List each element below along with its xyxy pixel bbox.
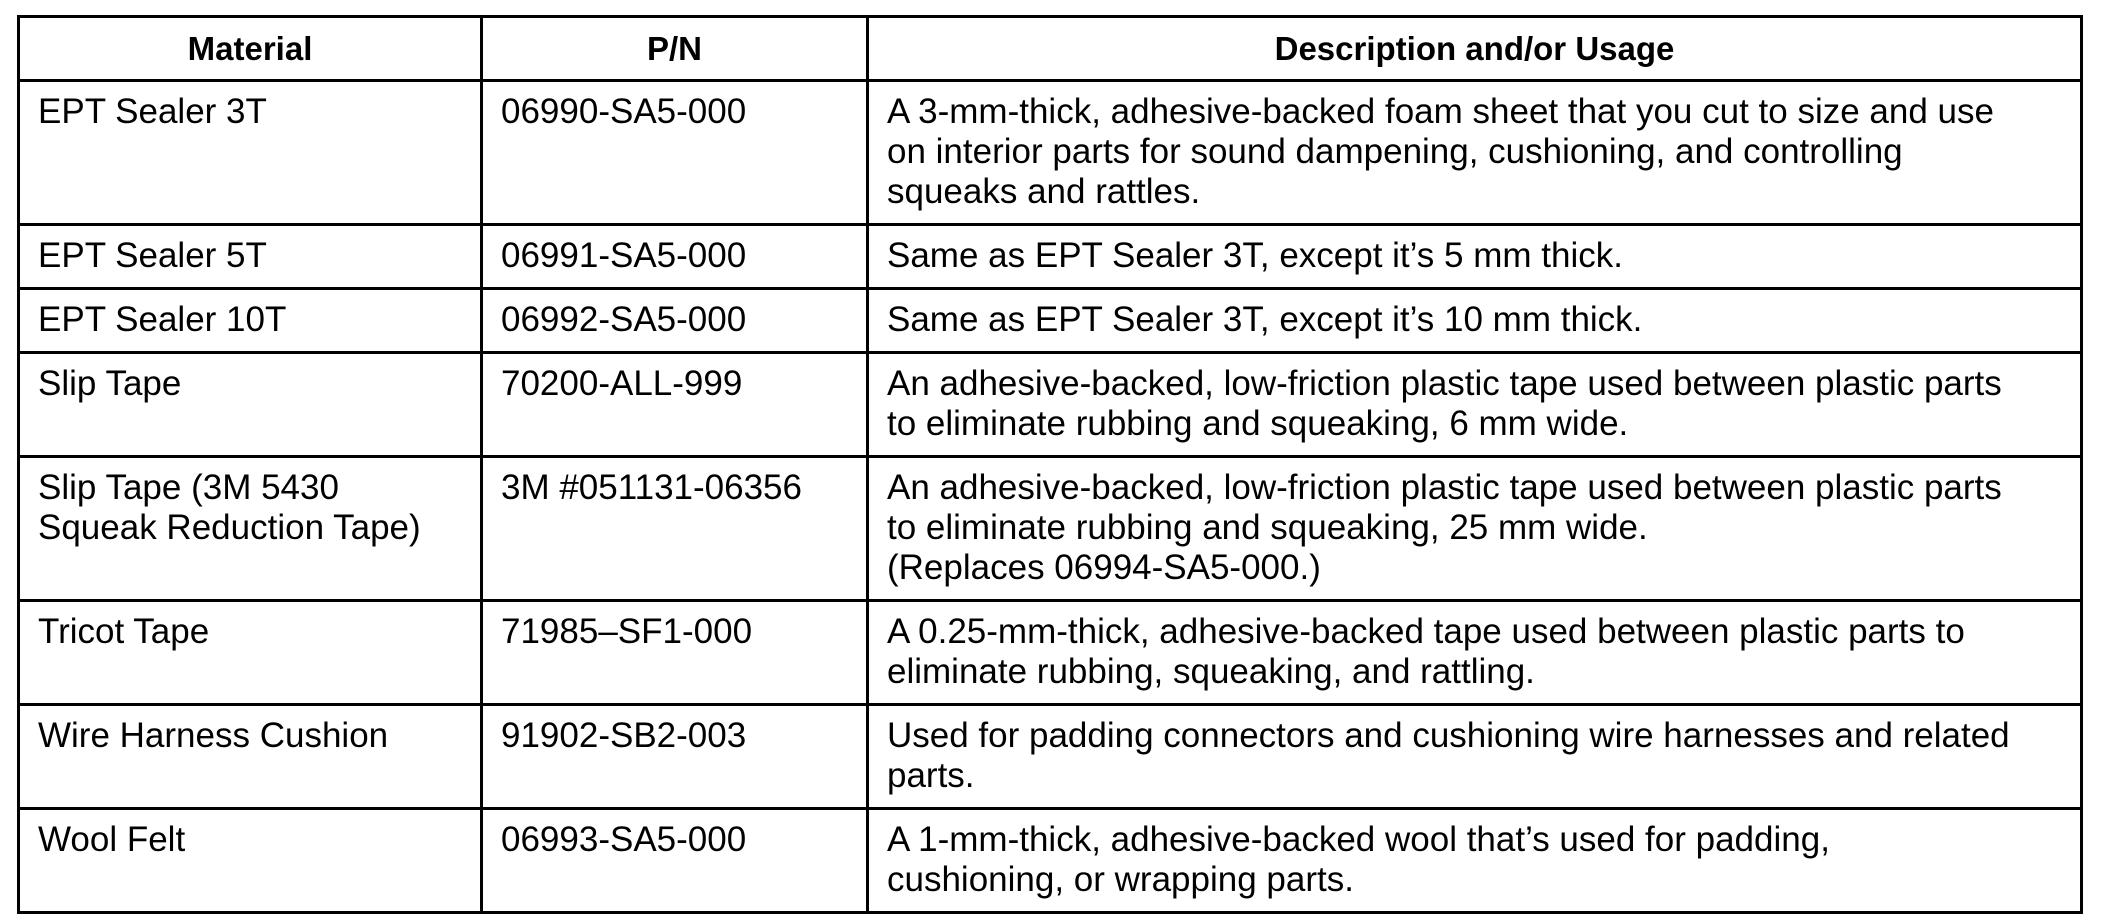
description-line: on interior parts for sound dampening, cushioning, and controlling xyxy=(887,132,1903,171)
description-line: eliminate rubbing, squeaking, and rattling. xyxy=(887,652,1535,691)
description-line: A 1-mm-thick, adhesive-backed wool that’s used for padding, xyxy=(887,820,1830,859)
part-number: 06991-SA5-000 xyxy=(501,236,747,275)
part-number: 3M #051131-06356 xyxy=(501,468,802,507)
part-number: 06990-SA5-000 xyxy=(501,92,747,131)
description-line: to eliminate rubbing and squeaking, 25 mm wide. xyxy=(887,508,1648,547)
part-number: 06992-SA5-000 xyxy=(501,300,747,339)
table-row xyxy=(19,289,2082,353)
description-cell xyxy=(868,225,2082,289)
material-cell xyxy=(19,457,482,601)
description-line: parts. xyxy=(887,756,975,795)
header-material: Material xyxy=(19,17,482,81)
header-description: Description and/or Usage xyxy=(868,17,2082,81)
description-line: A 0.25-mm-thick, adhesive-backed tape used between plastic parts to xyxy=(887,612,1965,651)
part-number: 06993-SA5-000 xyxy=(501,820,747,859)
material-cell xyxy=(19,601,482,705)
part-number-cell xyxy=(482,705,868,809)
part-number: 71985–SF1-000 xyxy=(501,612,753,651)
material-cell xyxy=(19,225,482,289)
material-name: Tricot Tape xyxy=(38,612,210,651)
description-line: (Replaces 06994-SA5-000.) xyxy=(887,548,1321,587)
material-name: Wool Felt xyxy=(38,820,186,859)
part-number-cell xyxy=(482,81,868,225)
header-part-number: P/N xyxy=(482,17,868,81)
material-cell xyxy=(19,289,482,353)
material-name: Squeak Reduction Tape) xyxy=(38,508,421,547)
part-number-cell xyxy=(482,809,868,913)
material-cell xyxy=(19,705,482,809)
material-name: EPT Sealer 5T xyxy=(38,236,267,275)
material-name: EPT Sealer 3T xyxy=(38,92,267,131)
description-cell xyxy=(868,705,2082,809)
table-row xyxy=(19,705,2082,809)
description-cell xyxy=(868,81,2082,225)
part-number-cell xyxy=(482,225,868,289)
description-line: to eliminate rubbing and squeaking, 6 mm wide. xyxy=(887,404,1629,443)
part-number: 70200-ALL-999 xyxy=(501,364,743,403)
description-line: A 3-mm-thick, adhesive-backed foam sheet that you cut to size and use xyxy=(887,92,1994,131)
table-row xyxy=(19,457,2082,601)
material-name: Slip Tape (3M 5430 xyxy=(38,468,339,507)
description-line: Used for padding connectors and cushioning wire harnesses and related xyxy=(887,716,2010,755)
table-row xyxy=(19,353,2082,457)
description-cell xyxy=(868,809,2082,913)
material-cell xyxy=(19,353,482,457)
material-name: Wire Harness Cushion xyxy=(38,716,389,755)
table-row xyxy=(19,225,2082,289)
description-cell xyxy=(868,353,2082,457)
part-number-cell xyxy=(482,457,868,601)
material-cell xyxy=(19,81,482,225)
material-cell xyxy=(19,809,482,913)
part-number: 91902-SB2-003 xyxy=(501,716,747,755)
description-line: squeaks and rattles. xyxy=(887,172,1201,211)
materials-table xyxy=(17,15,2083,914)
table-row xyxy=(19,601,2082,705)
part-number-cell xyxy=(482,601,868,705)
material-name: EPT Sealer 10T xyxy=(38,300,287,339)
part-number-cell xyxy=(482,353,868,457)
description-line: Same as EPT Sealer 3T, except it’s 5 mm thick. xyxy=(887,236,1623,275)
description-line: cushioning, or wrapping parts. xyxy=(887,860,1354,899)
table-row xyxy=(19,81,2082,225)
description-line: An adhesive-backed, low-friction plastic tape used between plastic parts xyxy=(887,468,2002,507)
description-cell xyxy=(868,457,2082,601)
table-row xyxy=(19,809,2082,913)
description-line: An adhesive-backed, low-friction plastic tape used between plastic parts xyxy=(887,364,2002,403)
table-header-row xyxy=(19,17,2082,81)
part-number-cell xyxy=(482,289,868,353)
description-cell xyxy=(868,289,2082,353)
description-line: Same as EPT Sealer 3T, except it’s 10 mm thick. xyxy=(887,300,1643,339)
material-name: Slip Tape xyxy=(38,364,182,403)
description-cell xyxy=(868,601,2082,705)
